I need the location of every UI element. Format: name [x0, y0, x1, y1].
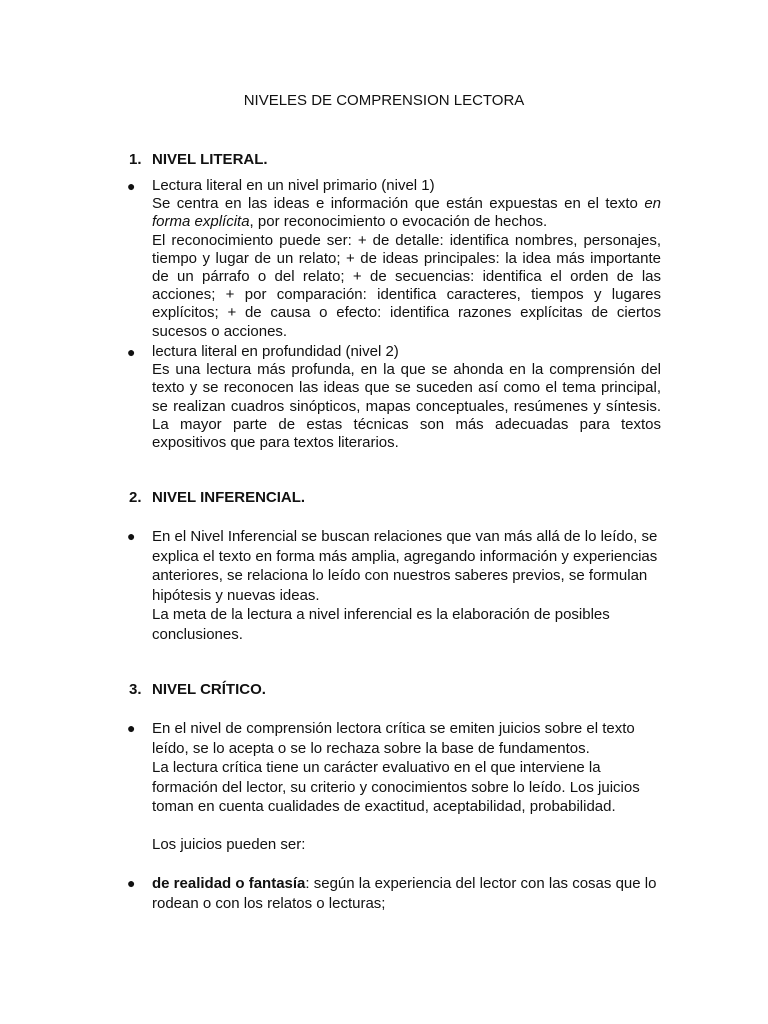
bullet-icon: ● — [127, 720, 136, 736]
text-line: En el Nivel Inferencial se buscan relaciones que van más allá de lo leído, se — [152, 528, 658, 545]
juicio-text: : según la experiencia del lector con las cosas que lo — [305, 875, 657, 892]
text-line: conclusiones. — [152, 625, 243, 643]
section-number: 2. — [129, 489, 142, 506]
paragraph-text: , por reconocimiento o evocación de hechos. — [249, 213, 548, 231]
paragraph-text: Se centra en las ideas e información que están expuestas en el texto — [152, 195, 645, 213]
bullet-icon: ● — [127, 344, 136, 360]
juicios-intro — [152, 835, 661, 855]
text-line: formación del lector, su criterio y conocimientos sobre lo leído. Los juicios — [152, 778, 640, 796]
text-line: rodean o con los relatos o lecturas; — [152, 894, 386, 912]
section-title: NIVEL LITERAL. — [152, 151, 268, 168]
section-number: 1. — [129, 151, 142, 168]
juicio-term: de realidad o fantasía — [152, 875, 306, 892]
list-item — [127, 177, 661, 341]
list-item — [127, 343, 661, 452]
text-line: explica el texto en forma más amplia, agregando información y experiencias — [152, 547, 658, 565]
section-heading-critico — [129, 680, 266, 700]
item-paragraph — [152, 195, 661, 231]
text-line: toman en cuenta cualidades de exactitud, aceptabilidad, probabilidad. — [152, 798, 616, 815]
text-line: anteriores, se relaciona lo leído con nuestros saberes previos, se formulan — [152, 567, 648, 584]
section-heading-inferencial — [129, 488, 305, 508]
text-line: La meta de la lectura a nivel inferencial es la elaboración de posibles — [152, 606, 610, 623]
item-paragraph: Es una lectura más profunda, en la que se ahonda en la comprensión del texto y se reconocen las ideas que se suceden así como el tema principal, se realizan cuadros sinópticos, mapas conceptuales, resúmenes y síntesis. La mayor parte de estas técnicas son más adecuadas para textos expositivos que para textos literarios. — [152, 361, 661, 452]
text-line: leído, se lo acepta o se lo rechaza sobre la base de fundamentos. — [152, 739, 590, 757]
bullet-icon: ● — [127, 875, 136, 891]
list-item — [127, 527, 661, 644]
bullet-icon: ● — [127, 528, 136, 544]
text-line: La lectura crítica tiene un carácter evaluativo en el que interviene la — [152, 759, 601, 776]
section-title: NIVEL CRÍTICO. — [152, 681, 266, 698]
list-item — [127, 874, 661, 913]
bullet-icon: ● — [127, 178, 136, 194]
section-number: 3. — [129, 681, 142, 698]
list-item — [127, 719, 661, 817]
item-paragraph: El reconocimiento puede ser: + de detalle: identifica nombres, personajes, tiempo y lugar de un relato; + de ideas principales: la idea más importante de un párrafo o del relato; + de secuencias: identifica el orden de las acciones; + por comparación: identifica caracteres, tiempos y lugares explícitos; + de causa o efecto: identifica razones explícitas de ciertos sucesos o acciones. — [152, 231, 661, 340]
document-title: NIVELES DE COMPRENSION LECTORA — [243, 92, 525, 109]
text-line: hipótesis y nuevas ideas. — [152, 586, 320, 604]
paragraph-emphasis: en forma explícita — [152, 195, 661, 231]
text-line: En el nivel de comprensión lectora crítica se emiten juicios sobre el texto — [152, 720, 635, 737]
item-lead: lectura literal en profundidad (nivel 2) — [152, 343, 399, 360]
item-lead: Lectura literal en un nivel primario (nivel 1) — [152, 177, 435, 194]
section-title: NIVEL INFERENCIAL. — [152, 489, 306, 506]
text-line: Los juicios pueden ser: — [152, 836, 306, 853]
text-line — [152, 874, 661, 894]
section-heading-literal — [129, 150, 268, 170]
